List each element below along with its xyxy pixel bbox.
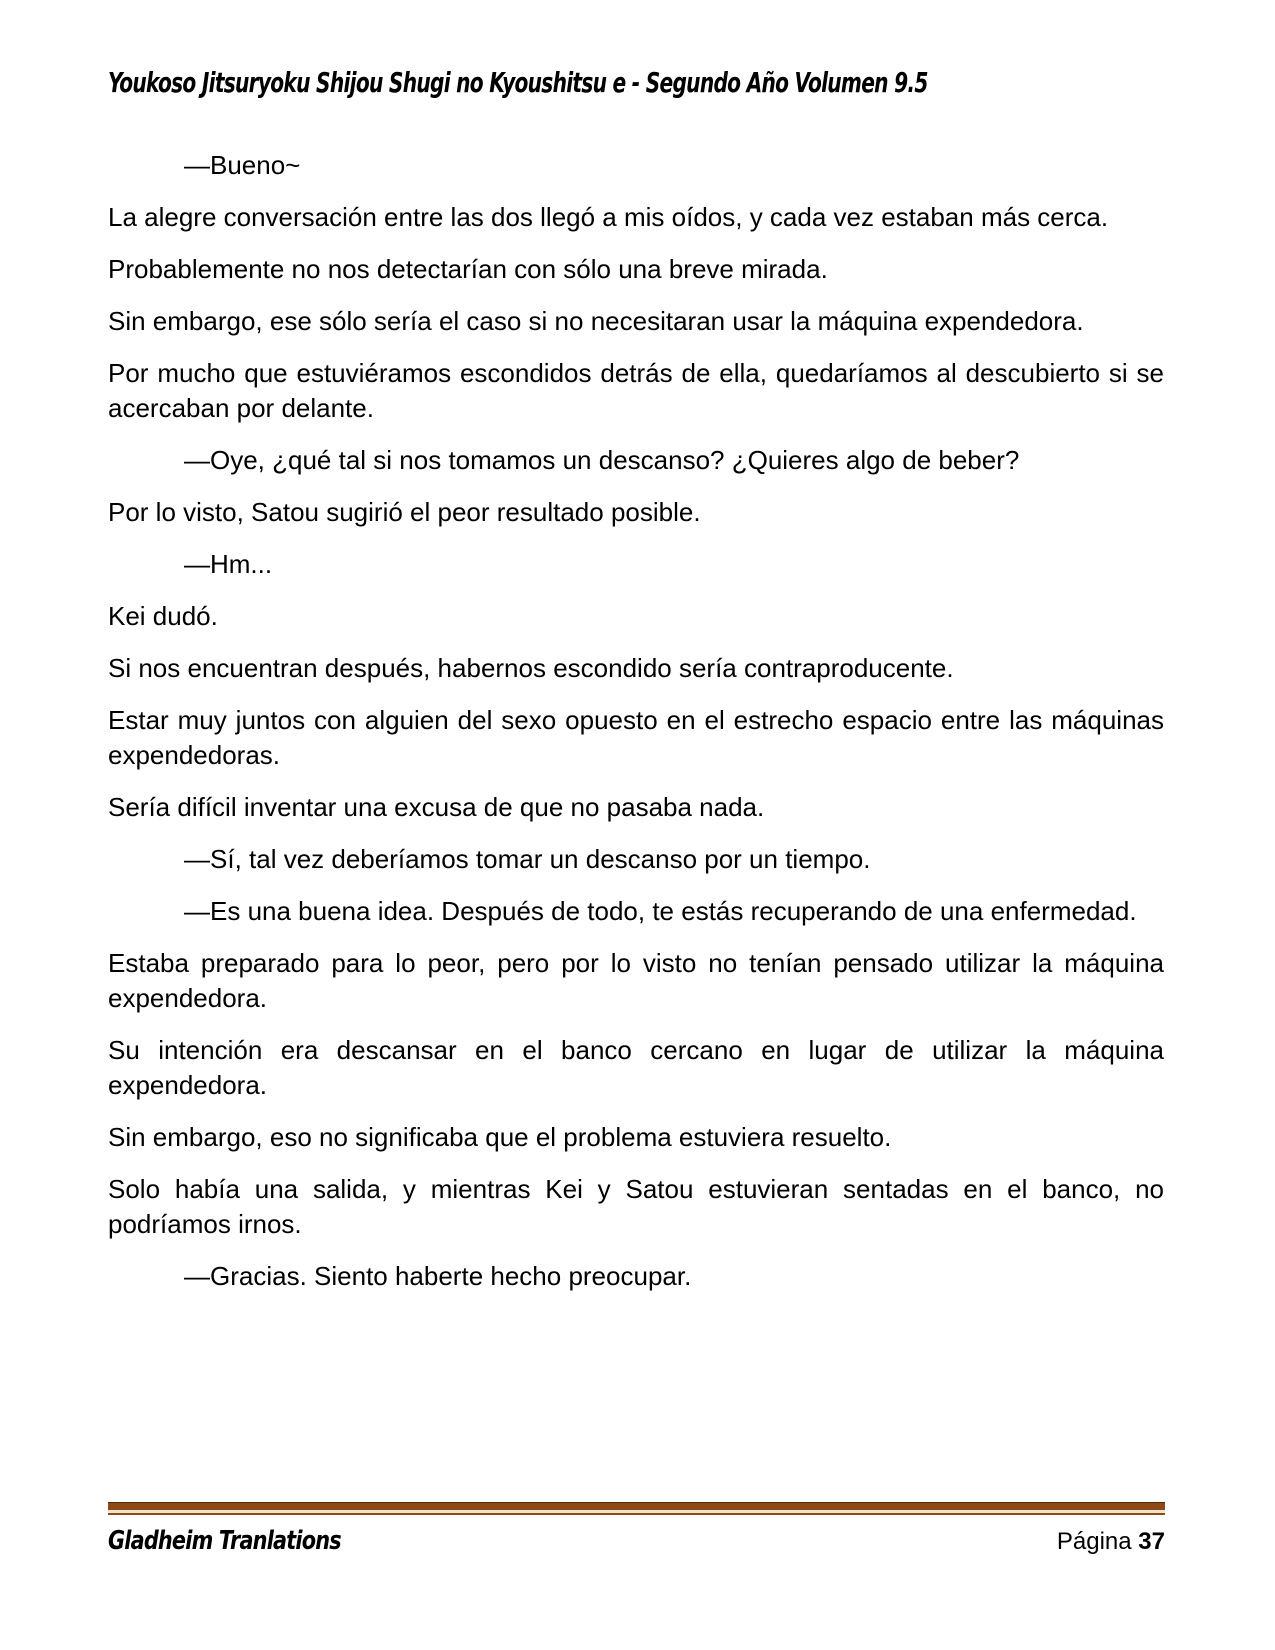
paragraph: La alegre conversación entre las dos llegó a mis oídos, y cada vez estaban más cerca. xyxy=(108,202,1109,232)
footer-translator-name: Gladheim Tranlations xyxy=(108,1526,341,1556)
paragraph: Solo había una salida, y mientras Kei y Satou estuvieran sentadas en el banco, no podríamos irnos. xyxy=(108,1174,1164,1239)
paragraph: Sin embargo, ese sólo sería el caso si no necesitaran usar la máquina expendedora. xyxy=(108,306,1084,336)
paragraph: —Sí, tal vez deberíamos tomar un descanso por un tiempo. xyxy=(184,844,871,874)
paragraph: Kei dudó. xyxy=(108,601,218,631)
paragraph: —Bueno~ xyxy=(184,150,301,180)
paragraph: —Gracias. Siento haberte hecho preocupar. xyxy=(184,1261,692,1291)
footer-rule xyxy=(108,1502,1165,1503)
paragraph: Sin embargo, eso no significaba que el problema estuviera resuelto. xyxy=(108,1122,892,1152)
page-footer xyxy=(108,1526,1165,1556)
page-header xyxy=(108,66,1208,99)
footer-page-word: Página xyxy=(1056,1528,1132,1555)
paragraph: Por mucho que estuviéramos escondidos detrás de ella, quedaríamos al descubierto si se acercaban por delante. xyxy=(108,358,1164,423)
footer-page-indicator xyxy=(1057,1528,1165,1556)
paragraph: Probablemente no nos detectarían con sólo una breve mirada. xyxy=(108,254,828,284)
header-title: Youkoso Jitsuryoku Shijou Shugi no Kyoushitsu e - Segundo Año Volumen 9.5 xyxy=(108,66,928,99)
paragraph: Si nos encuentran después, habernos escondido sería contraproducente. xyxy=(108,653,954,683)
footer-page-number: 37 xyxy=(1138,1528,1165,1555)
paragraph: Su intención era descansar en el banco cercano en lugar de utilizar la máquina expendedora. xyxy=(108,1035,1164,1100)
footer-rule-thin-bar xyxy=(108,1513,1165,1515)
paragraph: —Oye, ¿qué tal si nos tomamos un descanso? ¿Quieres algo de beber? xyxy=(184,445,1020,475)
paragraph: Por lo visto, Satou sugirió el peor resultado posible. xyxy=(108,497,701,527)
paragraph: Sería difícil inventar una excusa de que no pasaba nada. xyxy=(108,792,765,822)
paragraph: —Hm... xyxy=(184,549,273,579)
page-body xyxy=(108,148,1164,1311)
paragraph: Estar muy juntos con alguien del sexo opuesto en el estrecho espacio entre las máquinas expendedoras. xyxy=(108,705,1164,770)
paragraph: Estaba preparado para lo peor, pero por lo visto no tenían pensado utilizar la máquina expendedora. xyxy=(108,948,1164,1013)
footer-rule-thick-bar xyxy=(108,1503,1165,1510)
paragraph: —Es una buena idea. Después de todo, te estás recuperando de una enfermedad. xyxy=(184,896,1137,926)
